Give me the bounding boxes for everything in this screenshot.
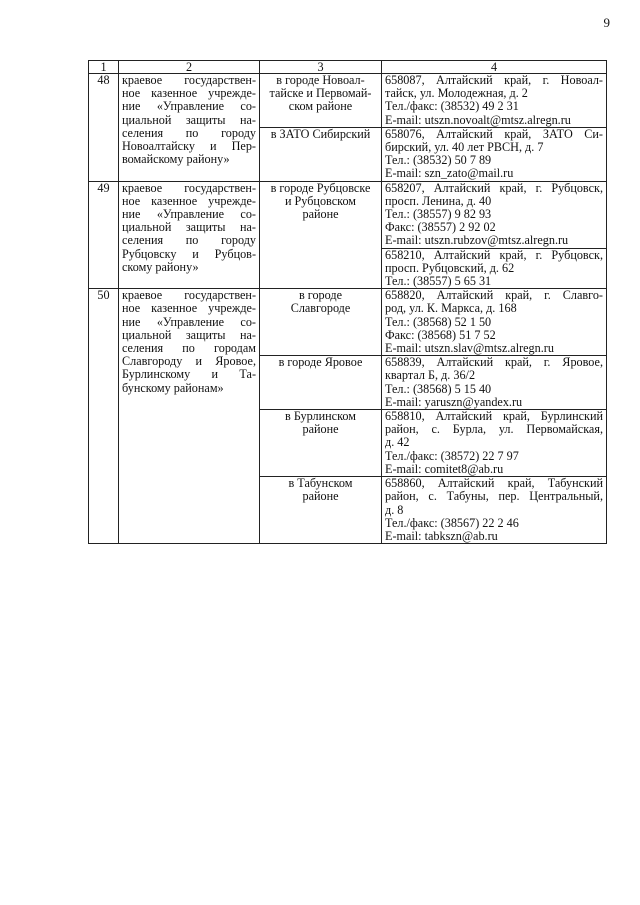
area-line: Славгороде <box>290 302 351 316</box>
institutions-table <box>88 60 607 544</box>
address-line: 658207, Алтайский край, г. Рубцовск, <box>385 180 603 195</box>
organization-line: Бурлинскому и Та- <box>122 367 256 382</box>
address-line: Факс: (38557) 2 92 02 <box>385 220 496 235</box>
area-line: районе <box>302 490 339 504</box>
address-line: Тел.: (38568) 5 15 40 <box>385 381 492 396</box>
table-row <box>89 181 607 248</box>
area-cell <box>260 127 382 181</box>
header-row <box>89 61 607 74</box>
address-line: Факс: (38568) 51 7 52 <box>385 327 496 342</box>
organization-line: ное казенное учрежде- <box>122 193 256 208</box>
organization-line: Славгороду и Яровое, <box>122 354 256 369</box>
address-line: 658810, Алтайский край, Бурлинский <box>385 409 603 424</box>
address-line: Тел.: (38557) 5 65 31 <box>385 274 492 289</box>
area-cell <box>260 289 382 356</box>
area-line: в городе <box>298 289 343 303</box>
organization-line: краевое государствен- <box>122 288 256 303</box>
organization-line: селения по городу <box>122 125 256 140</box>
address-line: квартал Б, д. 36/2 <box>385 368 476 383</box>
organization-line: селения по городу <box>122 233 256 248</box>
email-line: E-mail: szn_zato@mail.ru <box>385 166 514 181</box>
area-line: в Бурлинском <box>285 410 356 424</box>
area-line: тайске и Первомай- <box>269 87 372 101</box>
organization-line: ние «Управление со- <box>122 207 256 222</box>
address-line: Тел./факс: (38532) 49 2 31 <box>385 99 519 114</box>
organization-line: Новоалтайску и Пер- <box>122 139 256 154</box>
address-line: район, с. Табуны, пер. Центральный, <box>385 489 603 504</box>
email-line: E-mail: utszn.slav@mtsz.alregn.ru <box>385 341 554 356</box>
organization-line: ное казенное учрежде- <box>122 301 256 316</box>
email-line: E-mail: yaruszn@yandex.ru <box>385 394 523 409</box>
column-header: 1 <box>89 61 119 74</box>
address-cell <box>382 248 607 289</box>
organization-line: скому району» <box>122 259 199 274</box>
address-line: Тел.: (38532) 50 7 89 <box>385 153 492 168</box>
email-line: E-mail: tabkszn@ab.ru <box>385 528 498 543</box>
area-line: ском районе <box>288 100 353 114</box>
row-number: 50 <box>89 289 119 544</box>
address-cell <box>382 477 607 544</box>
address-line: род, ул. К. Маркса, д. 168 <box>385 301 517 316</box>
address-line: 658839, Алтайский край, г. Яровое, <box>385 355 603 370</box>
organization-line: краевое государствен- <box>122 180 256 195</box>
address-cell <box>382 410 607 477</box>
address-line: 658210, Алтайский край, г. Рубцовск, <box>385 247 603 262</box>
area-line: районе <box>302 208 339 222</box>
address-line: тайск, ул. Молодежная, д. 2 <box>385 86 528 101</box>
area-line: и Рубцовском <box>284 194 357 208</box>
address-line: район, с. Бурла, ул. Первомайская, <box>385 422 603 437</box>
address-line: Тел.: (38568) 52 1 50 <box>385 314 492 329</box>
row-number: 49 <box>89 181 119 289</box>
address-line: 658087, Алтайский край, г. Новоал- <box>385 73 603 87</box>
address-cell <box>382 74 607 128</box>
address-line: Тел.: (38557) 9 82 93 <box>385 207 492 222</box>
address-line: Тел./факс: (38572) 22 7 97 <box>385 448 519 463</box>
address-line: просп. Рубцовский, д. 62 <box>385 260 515 275</box>
address-line: д. 8 <box>385 502 404 517</box>
organization-line: циальной защиты на- <box>122 220 256 235</box>
address-line: 658076, Алтайский край, ЗАТО Си- <box>385 126 603 141</box>
organization-line: циальной защиты на- <box>122 327 256 342</box>
organization-line: ние «Управление со- <box>122 314 256 329</box>
area-line: в городе Рубцовске <box>270 181 371 195</box>
address-line: бирский, ул. 40 лет РВСН, д. 7 <box>385 140 544 155</box>
address-line: Тел./факс: (38567) 22 2 46 <box>385 515 519 530</box>
address-cell <box>382 356 607 410</box>
area-line: в городе Новоал- <box>276 74 365 87</box>
column-header: 4 <box>382 61 607 74</box>
row-number: 48 <box>89 74 119 182</box>
area-cell <box>260 410 382 477</box>
address-line: д. 42 <box>385 435 410 450</box>
address-cell <box>382 289 607 356</box>
organization-line: краевое государствен- <box>122 73 256 87</box>
organization-name <box>119 74 260 182</box>
area-cell <box>260 74 382 128</box>
organization-line: вомайскому району» <box>122 152 230 167</box>
organization-name <box>119 181 260 289</box>
area-cell <box>260 356 382 410</box>
table-row <box>89 74 607 128</box>
email-line: E-mail: utszn.rubzov@mtsz.alregn.ru <box>385 233 569 248</box>
column-header: 2 <box>119 61 260 74</box>
area-cell <box>260 477 382 544</box>
address-line: 658860, Алтайский край, Табунский <box>385 476 603 491</box>
table-row <box>89 289 607 356</box>
page-number: 9 <box>603 15 610 30</box>
organization-line: бунскому районам» <box>122 380 224 395</box>
organization-line: ное казенное учрежде- <box>122 86 256 101</box>
area-line: в ЗАТО Сибирский <box>270 127 371 141</box>
email-line: E-mail: utszn.novoalt@mtsz.alregn.ru <box>385 112 571 127</box>
organization-line: ние «Управление со- <box>122 99 256 114</box>
organization-line: циальной защиты на- <box>122 112 256 127</box>
column-header: 3 <box>260 61 382 74</box>
area-cell <box>260 181 382 289</box>
address-cell <box>382 127 607 181</box>
area-line: в городе Яровое <box>278 356 363 370</box>
organization-line: селения по городам <box>122 341 256 356</box>
organization-line: Рубцовску и Рубцов- <box>122 246 256 261</box>
address-line: 658820, Алтайский край, г. Славго- <box>385 288 603 303</box>
area-line: в Табунском <box>288 477 353 491</box>
address-line: просп. Ленина, д. 40 <box>385 193 492 208</box>
address-cell <box>382 181 607 248</box>
area-line: районе <box>302 423 339 437</box>
email-line: E-mail: comitet8@ab.ru <box>385 461 504 476</box>
organization-name <box>119 289 260 544</box>
